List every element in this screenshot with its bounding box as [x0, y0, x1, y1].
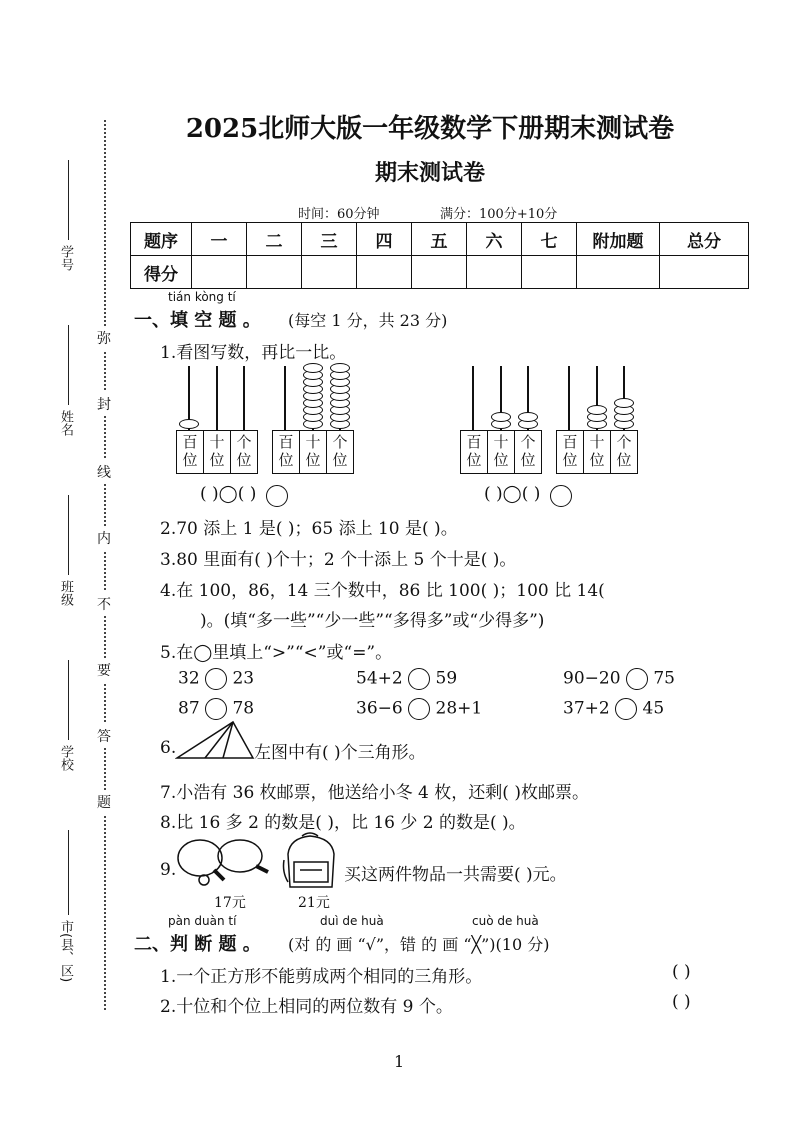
backpack-icon	[280, 832, 342, 890]
label-class: 班级	[58, 580, 73, 606]
compare-item: 87 78	[178, 698, 255, 719]
section1-heading: 一、填 空 题 。	[134, 310, 261, 331]
school-line	[68, 660, 69, 740]
abacus-place-label: 个 位	[616, 433, 632, 469]
abacus-place-label: 十 位	[488, 431, 515, 473]
time-info: 时间：60分钟	[298, 207, 380, 222]
triangle-figure	[175, 720, 255, 760]
question-9-number: 9.	[160, 860, 177, 880]
seal-char: 题	[97, 790, 111, 814]
abacus-rod	[243, 366, 245, 430]
section2-heading: 二、判 断 题 。	[134, 934, 261, 955]
answer-circle[interactable]	[550, 485, 572, 507]
label-school: 学校	[58, 745, 73, 771]
table-cell: 总分	[660, 223, 749, 256]
abacus-base	[460, 430, 542, 474]
class-line	[68, 495, 69, 575]
score-table-score-row	[131, 256, 749, 289]
judge-answer-2[interactable]: ( )	[672, 992, 691, 1012]
compare-item: 36−6 28+1	[356, 698, 483, 719]
binding-dotted-line	[104, 120, 106, 1010]
abacus-base	[272, 430, 354, 474]
seal-char: 线	[97, 460, 111, 484]
section1-pinyin: tián kòng tí	[168, 290, 236, 304]
answer-circle[interactable]	[408, 698, 430, 720]
score-input-cell[interactable]	[577, 256, 660, 289]
abacus-base	[556, 430, 638, 474]
section2-pinyin: pàn duàn tí	[168, 914, 237, 928]
page-number: 1	[394, 1052, 405, 1071]
abacus-place-label: 十 位	[584, 431, 611, 473]
question-3: 3.80 里面有( )个十；2 个十添上 5 个十是( )。	[160, 550, 517, 570]
question-8: 8.比 16 多 2 的数是( )，比 16 少 2 的数是( )。	[160, 813, 526, 833]
q1-right-blanks: ( )◯( )	[484, 484, 541, 504]
label-name: 姓名	[58, 410, 73, 436]
abacus-place-label: 个 位	[520, 433, 536, 469]
district-line	[68, 830, 69, 915]
seal-char: 封	[97, 392, 111, 416]
abacus-rod	[284, 366, 286, 430]
seal-char: 弥	[97, 326, 111, 350]
abacus-bead	[587, 405, 607, 415]
table-cell: 题序	[131, 223, 192, 256]
answer-circle[interactable]	[408, 668, 430, 690]
seal-char: 内	[97, 526, 111, 550]
question-4: 4.在 100，86，14 三个数中，86 比 100( )；100 比 14(	[160, 581, 605, 601]
table-cell: 三	[302, 223, 357, 256]
score-input-cell[interactable]	[467, 256, 522, 289]
table-cell: 七	[522, 223, 577, 256]
table-cell: 六	[467, 223, 522, 256]
score-table	[130, 222, 749, 289]
judge-question-1: 1.一个正方形不能剪成两个相同的三角形。	[160, 967, 483, 987]
question-2: 2.70 添上 1 是( )；65 添上 10 是( )。	[160, 519, 458, 539]
abacus-bead	[179, 419, 199, 429]
abacus-rod	[472, 366, 474, 430]
abacus-place-label: 个 位	[332, 433, 348, 469]
abacus-place-label: 百 位	[273, 431, 300, 473]
compare-item: 37+2 45	[563, 698, 665, 719]
score-input-cell[interactable]	[522, 256, 577, 289]
answer-circle[interactable]	[615, 698, 637, 720]
table-cell: 一	[192, 223, 247, 256]
abacus-rod	[568, 366, 570, 430]
abacus-place-label: 十 位	[300, 431, 327, 473]
seal-char: 答	[97, 724, 111, 748]
abacus-bead	[518, 412, 538, 422]
label-student-id: 学号	[58, 245, 73, 271]
abacus-place-label: 百 位	[461, 431, 488, 473]
abacus-bead	[330, 363, 350, 373]
score-input-cell[interactable]	[357, 256, 412, 289]
compare-item: 54+2 59	[356, 668, 458, 689]
seal-char: 要	[97, 658, 111, 682]
page-subtitle: 期末测试卷	[374, 160, 485, 186]
question-1: 1.看图写数，再比一比。	[160, 343, 347, 363]
question-6-number: 6.	[160, 738, 177, 758]
question-6: 左图中有( )个三角形。	[254, 743, 426, 763]
judge-question-2: 2.十位和个位上相同的两位数有 9 个。	[160, 997, 453, 1017]
score-input-cell[interactable]	[412, 256, 467, 289]
section1-note: (每空 1 分，共 23 分)	[288, 311, 448, 330]
name-line	[68, 325, 69, 405]
abacus-place-label: 十 位	[204, 431, 231, 473]
price-paddles: 17元	[214, 895, 246, 911]
page-title: 2025北师大版一年级数学下册期末测试卷	[185, 114, 675, 144]
q1-left-blanks: ( )◯( )	[200, 484, 257, 504]
section2-pinyin: cuò de huà	[472, 914, 539, 928]
question-9: 买这两件物品一共需要( )元。	[344, 865, 567, 885]
seal-char: 不	[97, 592, 111, 616]
abacus-bead	[491, 412, 511, 422]
score-input-cell[interactable]	[660, 256, 749, 289]
answer-circle[interactable]	[266, 485, 288, 507]
ping-pong-paddles-icon	[174, 838, 272, 886]
price-backpack: 21元	[298, 895, 330, 911]
compare-item: 32 23	[178, 668, 255, 689]
score-info: 满分：100分+10分	[440, 207, 558, 222]
judge-answer-1[interactable]: ( )	[672, 962, 691, 982]
abacus-place-label: 百 位	[557, 431, 584, 473]
question-5: 5.在◯里填上“>”“<”或“=”。	[160, 643, 393, 663]
section2-pinyin: duì de huà	[320, 914, 384, 928]
table-cell: 二	[247, 223, 302, 256]
table-cell: 五	[412, 223, 467, 256]
table-cell: 得分	[131, 256, 192, 289]
answer-circle[interactable]	[205, 698, 227, 720]
abacus-place-label: 百 位	[177, 431, 204, 473]
abacus-base	[176, 430, 258, 474]
table-cell: 附加题	[577, 223, 660, 256]
table-cell: 四	[357, 223, 412, 256]
section2-note: (对 的 画 “√”，错 的 画 “╳”)(10 分)	[288, 935, 550, 954]
question-4-cont: )。(填“多一些”“少一些”“多得多”或“少得多”)	[200, 611, 545, 631]
abacus-bead	[614, 398, 634, 408]
score-input-cell[interactable]	[192, 256, 247, 289]
answer-circle[interactable]	[626, 668, 648, 690]
score-table-header-row	[131, 223, 749, 256]
score-input-cell[interactable]	[302, 256, 357, 289]
answer-circle[interactable]	[205, 668, 227, 690]
score-input-cell[interactable]	[247, 256, 302, 289]
abacus-bead	[303, 363, 323, 373]
label-district: 市(县、区)	[58, 920, 73, 983]
abacus-place-label: 个 位	[236, 433, 252, 469]
question-7: 7.小浩有 36 枚邮票，他送给小冬 4 枚，还剩( )枚邮票。	[160, 783, 589, 803]
abacus-rod	[216, 366, 218, 430]
compare-item: 90−20 75	[563, 668, 675, 689]
